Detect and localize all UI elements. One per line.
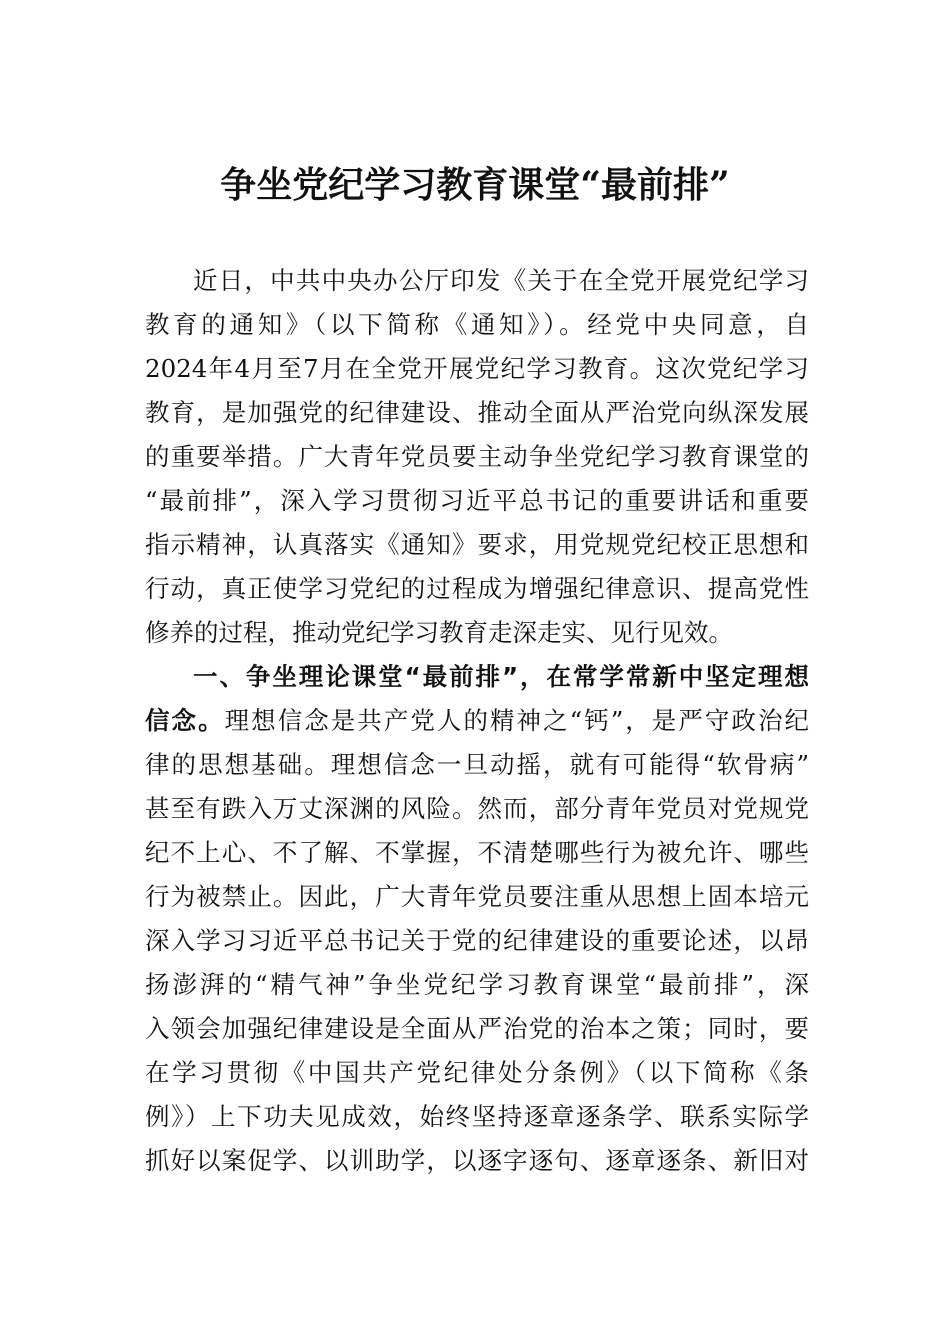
document-title: 争坐党纪学习教育课堂“最前排”	[220, 164, 730, 206]
paragraph-line: 2024年4月至7月在全党开展党纪学习教育。这次党纪学习	[145, 354, 809, 383]
paragraph-line: 抓好以案促学、以训助学，以逐字逐句、逐章逐条、新旧对	[145, 1146, 809, 1175]
paragraph-line: 入领会加强纪律建设是全面从严治党的治本之策；同时，要	[145, 1014, 809, 1043]
document-body	[145, 259, 809, 1183]
paragraph-line: 扬澎湃的“精气神”争坐党纪学习教育课堂“最前排”，深	[145, 970, 809, 999]
paragraph-line: 在学习贯彻《中国共产党纪律处分条例》（以下简称《条	[145, 1058, 809, 1087]
section-heading-tail: 信念。	[145, 706, 225, 735]
paragraph-text: 理想信念是共产党人的精神之“钙”，是严守政治纪	[224, 706, 809, 735]
paragraph-line: 例》）上下功夫见成效，始终坚持逐章逐条学、联系实际学	[145, 1102, 809, 1131]
paragraph-line: 纪不上心、不了解、不掌握，不清楚哪些行为被允许、哪些	[145, 838, 809, 867]
paragraph-line: 行为被禁止。因此，广大青年党员要注重从思想上固本培元	[145, 882, 809, 911]
paragraph-line: 教育，是加强党的纪律建设、推动全面从严治党向纵深发展	[145, 398, 809, 427]
paragraph-line: “最前排”，深入学习贯彻习近平总书记的重要讲话和重要	[145, 486, 809, 515]
paragraph-line: 近日，中共中央办公厅印发《关于在全党开展党纪学习	[193, 266, 809, 295]
paragraph-line: 教育的通知》（以下简称《通知》）。经党中央同意，自	[145, 310, 809, 339]
paragraph-line: 甚至有跌入万丈深渊的风险。然而，部分青年党员对党规党	[145, 794, 809, 823]
paragraph-line: 深入学习习近平总书记关于党的纪律建设的重要论述，以昂	[145, 926, 809, 955]
paragraph-line: 行动，真正使学习党纪的过程成为增强纪律意识、提高党性	[145, 574, 809, 603]
paragraph-line: 的重要举措。广大青年党员要主动争坐党纪学习教育课堂的	[145, 442, 809, 471]
paragraph-line: 指示精神，认真落实《通知》要求，用党规党纪校正思想和	[145, 530, 809, 559]
paragraph-line	[145, 699, 809, 743]
paragraph-line: 修养的过程，推动党纪学习教育走深走实、见行见效。	[145, 618, 733, 647]
section-heading: 一、争坐理论课堂“最前排”，在常学常新中坚定理想	[193, 662, 809, 691]
paragraph-line: 律的思想基础。理想信念一旦动摇，就有可能得“软骨病”	[145, 750, 809, 779]
